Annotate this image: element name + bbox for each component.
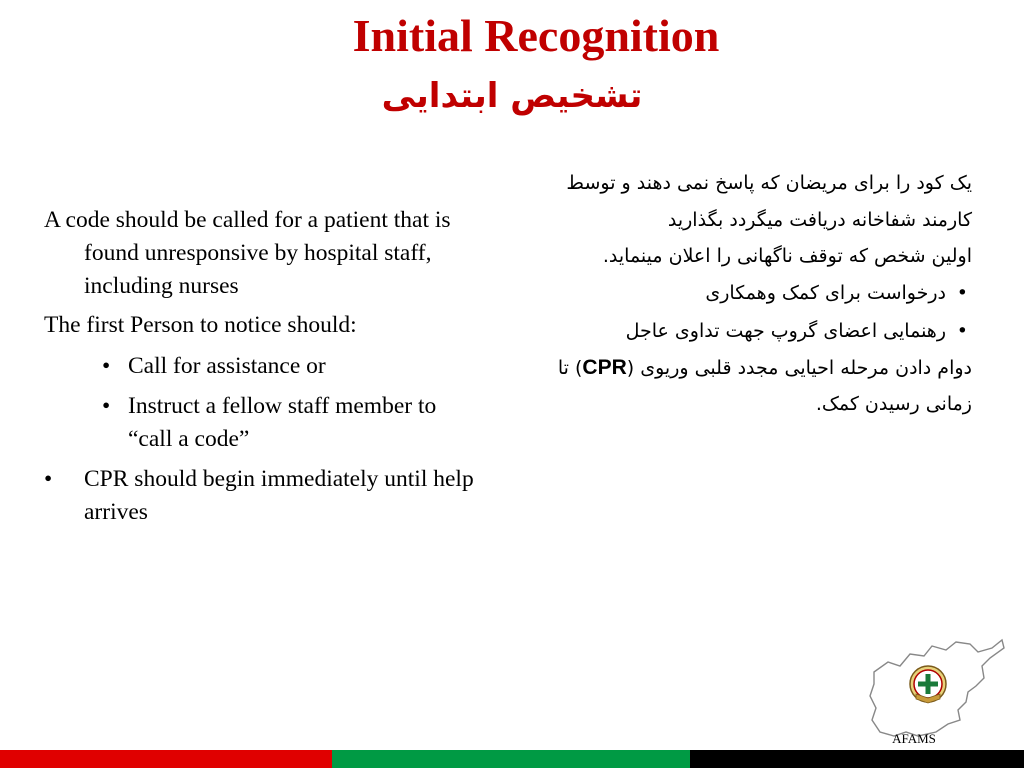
persian-paragraph-2: اولین شخص که توقف ناگهانی را اعلان مینماید. — [602, 245, 972, 267]
bullet-text: رهنمایی اعضای گروپ جهت تداوی عاجل — [625, 320, 946, 342]
english-paragraph-1: A code should be called for a patient that is found unresponsive by hospital staff, including nurses — [44, 207, 451, 299]
org-label: AFAMS — [892, 731, 936, 746]
persian-paragraph-1: یک کود را برای مریضان که پاسخ نمی دهند و توسط کارمند شفاخانه دریافت میگردد بگذارید — [566, 172, 972, 231]
bullet-text: Instruct a fellow staff member to “call a code” — [128, 393, 437, 452]
list-item — [44, 390, 484, 456]
english-paragraph-2: The first Person to notice should: — [44, 312, 357, 338]
bullet-icon: • — [956, 320, 968, 342]
list-item — [44, 463, 484, 529]
english-content — [44, 204, 484, 529]
cpr-text-post: ) تا زمانی رسیدن کمک. — [557, 356, 972, 415]
english-sub-bullets — [44, 350, 484, 456]
persian-paragraph-3 — [536, 350, 972, 423]
slide-title: Initial Recognition — [352, 10, 720, 61]
flag-stripe — [0, 750, 1024, 768]
bullet-icon: • — [102, 353, 111, 379]
slide-title-persian: تشخیص ابتدایی — [381, 76, 643, 116]
bullet-text: درخواست برای کمک وهمکاری — [705, 281, 946, 304]
persian-bullet-2 — [536, 313, 972, 350]
bullet-icon: • — [102, 393, 111, 419]
english-main-bullets — [44, 463, 484, 529]
bullet-text: Call for assistance or — [128, 353, 326, 379]
cpr-abbrev: CPR — [582, 355, 627, 379]
bullet-icon: • — [44, 466, 53, 492]
persian-content — [536, 165, 972, 423]
flag-red-segment — [0, 750, 332, 768]
persian-bullet-1 — [536, 275, 972, 312]
flag-green-segment — [332, 750, 690, 768]
cpr-text-pre: دوام دادن مرحله احیایی مجدد قلبی وریوی ( — [626, 356, 972, 379]
flag-black-segment — [690, 750, 1024, 768]
list-item — [44, 350, 484, 383]
afghanistan-map-logo-icon — [866, 636, 1006, 746]
bullet-text: CPR should begin immediately until help arrives — [84, 466, 474, 525]
bullet-icon: • — [956, 281, 968, 304]
emblem-cross-h — [918, 682, 938, 687]
